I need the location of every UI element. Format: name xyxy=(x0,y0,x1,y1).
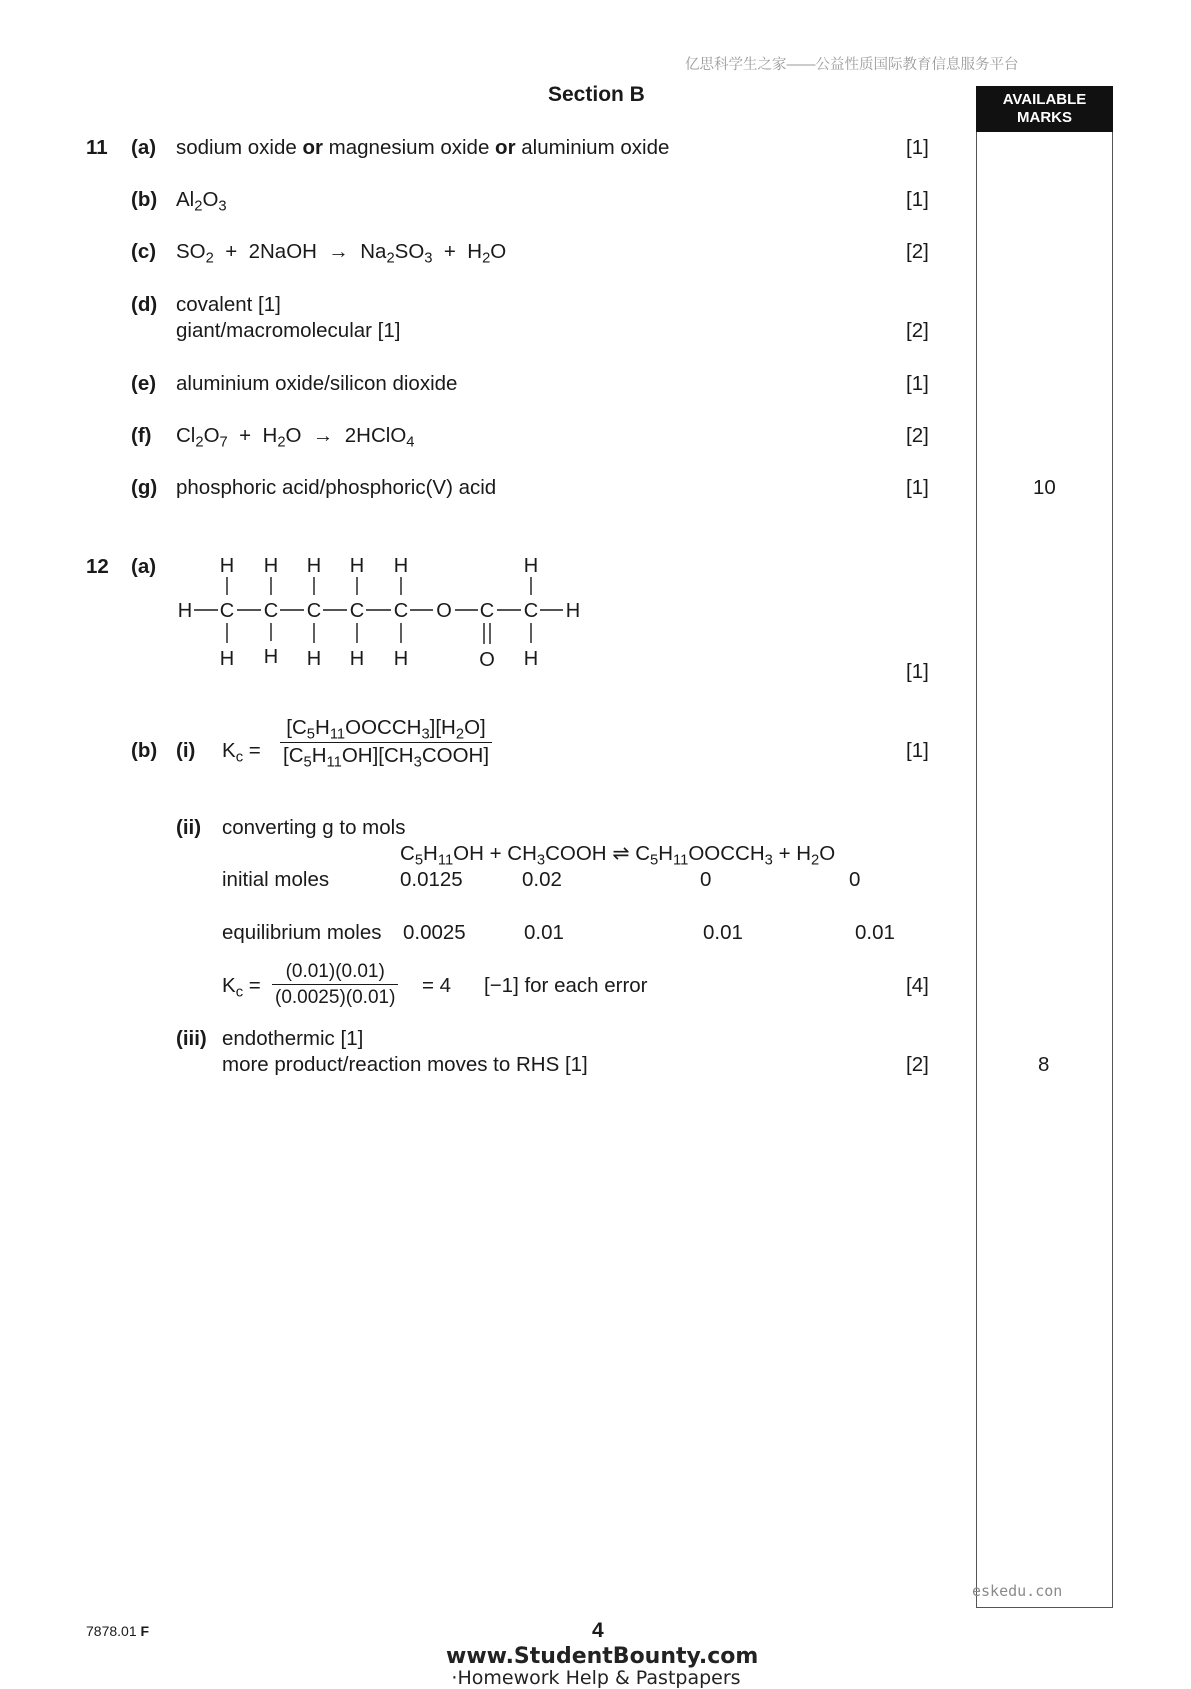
q12bii-eq-label: equilibrium moles xyxy=(222,921,382,944)
q12bii-eq-value: 0.01 xyxy=(524,921,564,944)
svg-text:H: H xyxy=(263,646,279,668)
q11d-line1: covalent [1] xyxy=(176,293,281,316)
svg-text:H: H xyxy=(263,555,279,577)
q11e-mark: [1] xyxy=(906,372,929,395)
pentyl-ethanoate-structural-formula xyxy=(170,548,600,678)
q11g-mark: [1] xyxy=(906,476,929,499)
section-title: Section B xyxy=(548,83,645,106)
svg-text:C: C xyxy=(263,600,279,622)
svg-text:C: C xyxy=(306,600,322,622)
marks-header-line1: AVAILABLE xyxy=(1002,91,1087,108)
q12biii-line2: more product/reaction moves to RHS [1] xyxy=(222,1053,588,1076)
q12bii-initial-value: 0.02 xyxy=(522,868,562,891)
svg-text:C: C xyxy=(219,600,235,622)
q12biii-line1: endothermic [1] xyxy=(222,1027,364,1050)
q12bii-penalty-note: [−1] for each error xyxy=(484,974,648,997)
svg-text:C: C xyxy=(479,600,495,622)
q11c-mark: [2] xyxy=(906,240,929,263)
q12bii-initial-value: 0.0125 xyxy=(400,868,463,891)
q11g-label: (g) xyxy=(131,476,158,499)
q11d-line2: giant/macromolecular [1] xyxy=(176,319,401,342)
studentbounty-logo xyxy=(446,1644,759,1689)
q12bii-kc-symbol: $K_c$ = xyxy=(222,974,261,1001)
q12bi-kc-numerator: $[C_5H_{11}OOCCH_3][H_2O]$ xyxy=(280,718,492,743)
q12bii-kc-fraction xyxy=(272,962,398,1007)
svg-text:H: H xyxy=(393,648,409,670)
logo-url: www.StudentBounty.com xyxy=(446,1644,759,1669)
logo-tagline: ·Homework Help & Pastpapers xyxy=(451,1667,741,1689)
q11b-label: (b) xyxy=(131,188,158,211)
q11b-answer: $Al_2O_3$ xyxy=(176,188,227,215)
q11g-answer: phosphoric acid/phosphoric(V) acid xyxy=(176,476,497,499)
paper-code-number: 7878.01 xyxy=(86,1623,137,1639)
svg-text:H: H xyxy=(349,648,365,670)
q12bii-kc-result: = 4 xyxy=(422,974,452,997)
q12bii-equilibrium-equation: $C_5H_{11}OH$ + $CH_3COOH$ ⇌ $C_5H_{11}OOCCH_3 + H_2O$ xyxy=(400,842,836,869)
svg-text:H: H xyxy=(219,648,235,670)
q12bii-eq-value: 0.01 xyxy=(703,921,743,944)
svg-text:O: O xyxy=(436,600,452,622)
question-12-number: 12 xyxy=(86,555,109,578)
svg-text:H: H xyxy=(393,555,409,577)
marks-column xyxy=(976,132,1113,1608)
q12bii-intro: converting g to mols xyxy=(222,816,406,839)
q12bi-kc-denominator: $[C_5H_{11}OH][CH_3COOH]$ xyxy=(283,743,490,770)
q11c-equation: $SO_2$ + 2NaOH → $Na_2SO_3 + H_2O$ xyxy=(176,240,507,267)
svg-text:H: H xyxy=(523,648,539,670)
svg-text:C: C xyxy=(349,600,365,622)
svg-text:O: O xyxy=(479,649,495,671)
svg-text:H: H xyxy=(219,555,235,577)
q11a-mark: [1] xyxy=(906,136,929,159)
q11a-answer: sodium oxide or magnesium oxide or aluminium oxide xyxy=(176,136,670,159)
svg-text:H: H xyxy=(177,600,193,622)
q11c-label: (c) xyxy=(131,240,157,263)
q12bii-kc-denominator: (0.0025)(0.01) xyxy=(275,987,396,1008)
q12bii-initial-value: 0 xyxy=(849,868,861,891)
q12a-label: (a) xyxy=(131,555,157,578)
svg-text:C: C xyxy=(393,600,409,622)
equilibrium-arrow-icon: ⇌ xyxy=(612,842,630,865)
paper-code-suffix: F xyxy=(140,1623,150,1639)
svg-text:H: H xyxy=(349,555,365,577)
q11d-label: (d) xyxy=(131,293,158,316)
question-11-number: 11 xyxy=(86,136,108,159)
q11f-equation: $Cl_2O_7 + H_2O$ → 2HClO$_4$ xyxy=(176,424,415,451)
page-number: 4 xyxy=(592,1619,604,1642)
q12bi-label: (i) xyxy=(176,739,196,762)
q12biii-label: (iii) xyxy=(176,1027,207,1050)
svg-text:H: H xyxy=(565,600,581,622)
q12bi-mark: [1] xyxy=(906,739,929,762)
q12bii-mark: [4] xyxy=(906,974,929,997)
q12bii-initial-label: initial moles xyxy=(222,868,330,891)
q11f-label: (f) xyxy=(131,424,152,447)
paper-code xyxy=(86,1624,149,1638)
q12bii-eq-value: 0.0025 xyxy=(403,921,466,944)
q12bi-kc-fraction xyxy=(280,716,492,770)
site-partial-watermark: eskedu.con xyxy=(972,1582,1063,1600)
svg-text:C: C xyxy=(523,600,539,622)
q12b-label: (b) xyxy=(131,739,158,762)
q12-total-marks: 8 xyxy=(1038,1053,1050,1076)
q12bii-kc-numerator: (0.01)(0.01) xyxy=(272,962,398,985)
q11e-label: (e) xyxy=(131,372,157,395)
q12bii-initial-value: 0 xyxy=(700,868,712,891)
q11f-mark: [2] xyxy=(906,424,929,447)
marks-header-line2: MARKS xyxy=(1017,109,1072,126)
q11e-answer: aluminium oxide/silicon dioxide xyxy=(176,372,458,395)
q12bii-eq-value: 0.01 xyxy=(855,921,895,944)
q11-total-marks: 10 xyxy=(1033,476,1056,499)
q12bi-kc-symbol: $K_c$ = xyxy=(222,739,261,766)
q11d-mark: [2] xyxy=(906,319,929,342)
q12biii-mark: [2] xyxy=(906,1053,929,1076)
svg-text:H: H xyxy=(523,555,539,577)
q11a-label: (a) xyxy=(131,136,157,159)
watermark-text: 亿思科学生之家——公益性质国际教育信息服务平台 xyxy=(685,57,1019,73)
q11b-mark: [1] xyxy=(906,188,929,211)
q12bii-label: (ii) xyxy=(176,816,202,839)
q12a-mark: [1] xyxy=(906,660,929,683)
svg-text:H: H xyxy=(306,555,322,577)
svg-text:H: H xyxy=(306,648,322,670)
available-marks-header xyxy=(976,86,1113,132)
